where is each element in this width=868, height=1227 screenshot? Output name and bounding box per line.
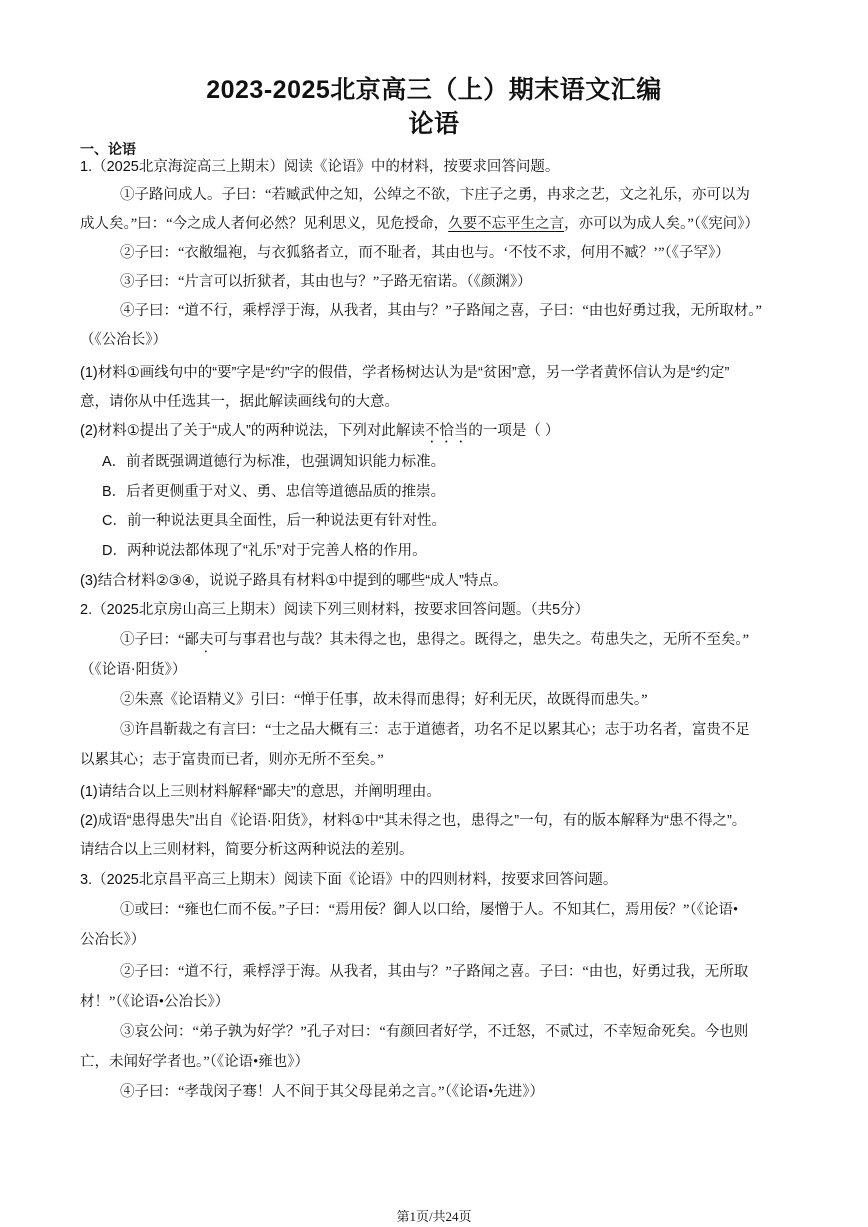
q3-material-1-line-2: 公冶长》） [80,932,146,948]
q1-option-d: D．两种说法都体现了“礼乐”对于完善人格的作用。 [102,543,427,559]
q2-material-1-emphasis: 夫 [198,632,214,648]
q1-material-4-line-1: ④子曰：“道不行，乘桴浮于海，从我者，其由与？”子路闻之喜，子曰：“由也好勇过我，无所取材。” [120,303,762,319]
q1-option-c: C．前一种说法更具全面性，后一种说法更有针对性。 [102,513,446,529]
q2-material-3-line-1: ③许昌靳裁之有言曰：“士之品大概有三：志于道德者，功名不足以累其心；志于功名者，富贵不足 [120,722,750,738]
q1-sub-2-text-b: 的一项是（ ） [468,423,560,439]
q3-material-4: ④子曰：“孝哉闵子骞！人不间于其父母昆弟之言。”（《论语•先进》） [120,1084,544,1100]
q1-material-3: ③子曰：“片言可以折狱者，其由也与？”子路无宿诺。（《颜渊》） [120,274,532,290]
q1-material-1-text-b: ，亦可以为成人矣。”（《宪问》） [564,216,760,232]
q1-material-1-text-a: 成人矣。”曰：“今之成人者何必然？见利思义，见危授命， [80,216,449,232]
document-subtitle: 论语 [408,110,460,138]
q3-material-3-line-2: 亡，未闻好学者也。”（《论语•雍也》） [80,1054,310,1070]
q3-material-2-line-1: ②子曰：“道不行，乘桴浮于海。从我者，其由与？”子路闻之喜。子曰：“由也，好勇过我，无所取 [120,964,749,980]
q1-sub-2 [80,421,559,446]
page-number: 第1页/共24页 [396,1209,472,1224]
section-heading: 一、论语 [80,141,136,157]
q2-material-1-line-1 [120,630,749,656]
q2-material-3-line-2: 以累其心；志于富贵而已者，则亦无所不至矣。” [80,752,384,768]
q2-sub-2-line-2: 请结合以上三则材料，简要分析这两种说法的差别。 [80,842,414,858]
document-title: 2023-2025北京高三（上）期末语文汇编 [206,76,662,104]
q1-material-1-line-1: ①子路问成人。子曰：“若臧武仲之知，公绰之不欲，卞庄子之勇，冉求之艺，文之礼乐，亦可以为 [120,187,750,203]
q2-intro: 2.（2025北京房山高三上期末）阅读下列三则材料，按要求回答问题。（共5分） [80,602,590,618]
q1-sub-2-text-a: (2)材料①提出了关于“成人”的两种说法，下列对此解读 [80,423,425,439]
q1-sub-3: (3)结合材料②③④，说说子路具有材料①中提到的哪些“成人”特点。 [80,573,508,589]
q1-material-4-line-2: （《公冶长》） [80,332,167,348]
q2-material-1-text-a: ①子曰：“鄙 [120,632,199,648]
q2-material-1-line-2: （《论语·阳货》） [80,662,187,678]
q1-sub-2-emphasis: 不恰当 [424,423,469,439]
q2-material-1-text-b: 可与事君也与哉？其未得之也，患得之。既得之，患失之。苟患失之，无所不至矣。” [213,632,750,648]
q3-material-3-line-1: ③哀公问：“弟子孰为好学？”孔子对曰：“有颜回者好学，不迁怒，不贰过，不幸短命死矣。今也则 [120,1024,749,1040]
q1-material-1-line-2 [80,214,759,234]
q2-material-2: ②朱熹《论语精义》引曰：“惮于任事，故未得而患得；好利无厌，故既得而患失。” [120,692,648,708]
q3-material-2-line-2: 材！”（《论语•公冶长》） [80,994,230,1010]
q2-sub-1: (1)请结合以上三则材料解释“鄙夫”的意思，并阐明理由。 [80,784,441,800]
q1-sub-1-line-1: (1)材料①画线句中的“要”字是“约”字的假借，学者杨树达认为是“贫困”意，另一学者黄怀信认为是“约定” [80,365,730,381]
q1-intro: 1.（2025北京海淀高三上期末）阅读《论语》中的材料，按要求回答问题。 [80,159,560,175]
q3-intro: 3.（2025北京昌平高三上期末）阅读下面《论语》中的四则材料，按要求回答问题。 [80,872,618,888]
q1-sub-1-line-2: 意，请你从中任选其一，据此解读画线句的大意。 [80,394,399,410]
q3-material-1-line-1: ①或曰：“雍也仁而不佞。”子曰：“焉用佞？御人以口给，屡憎于人。不知其仁，焉用佞？”（《论语• [120,902,739,918]
q2-sub-2-line-1: (2)成语“患得患失”出自《论语·阳货》，材料①中“其未得之也，患得之”一句，有的版本解释为“患不得之”。 [80,813,747,829]
q1-material-2: ②子曰：“衣敝缊袍，与衣狐貉者立，而不耻者，其由也与。‘不忮不求，何用不臧？’”（《子罕》） [120,245,730,261]
q1-underlined-sentence: 久要不忘平生之言 [448,216,565,232]
q1-option-b: B．后者更侧重于对义、勇、忠信等道德品质的推崇。 [102,484,446,500]
q1-option-a: A．前者既强调道德行为标准，也强调知识能力标准。 [102,454,446,470]
